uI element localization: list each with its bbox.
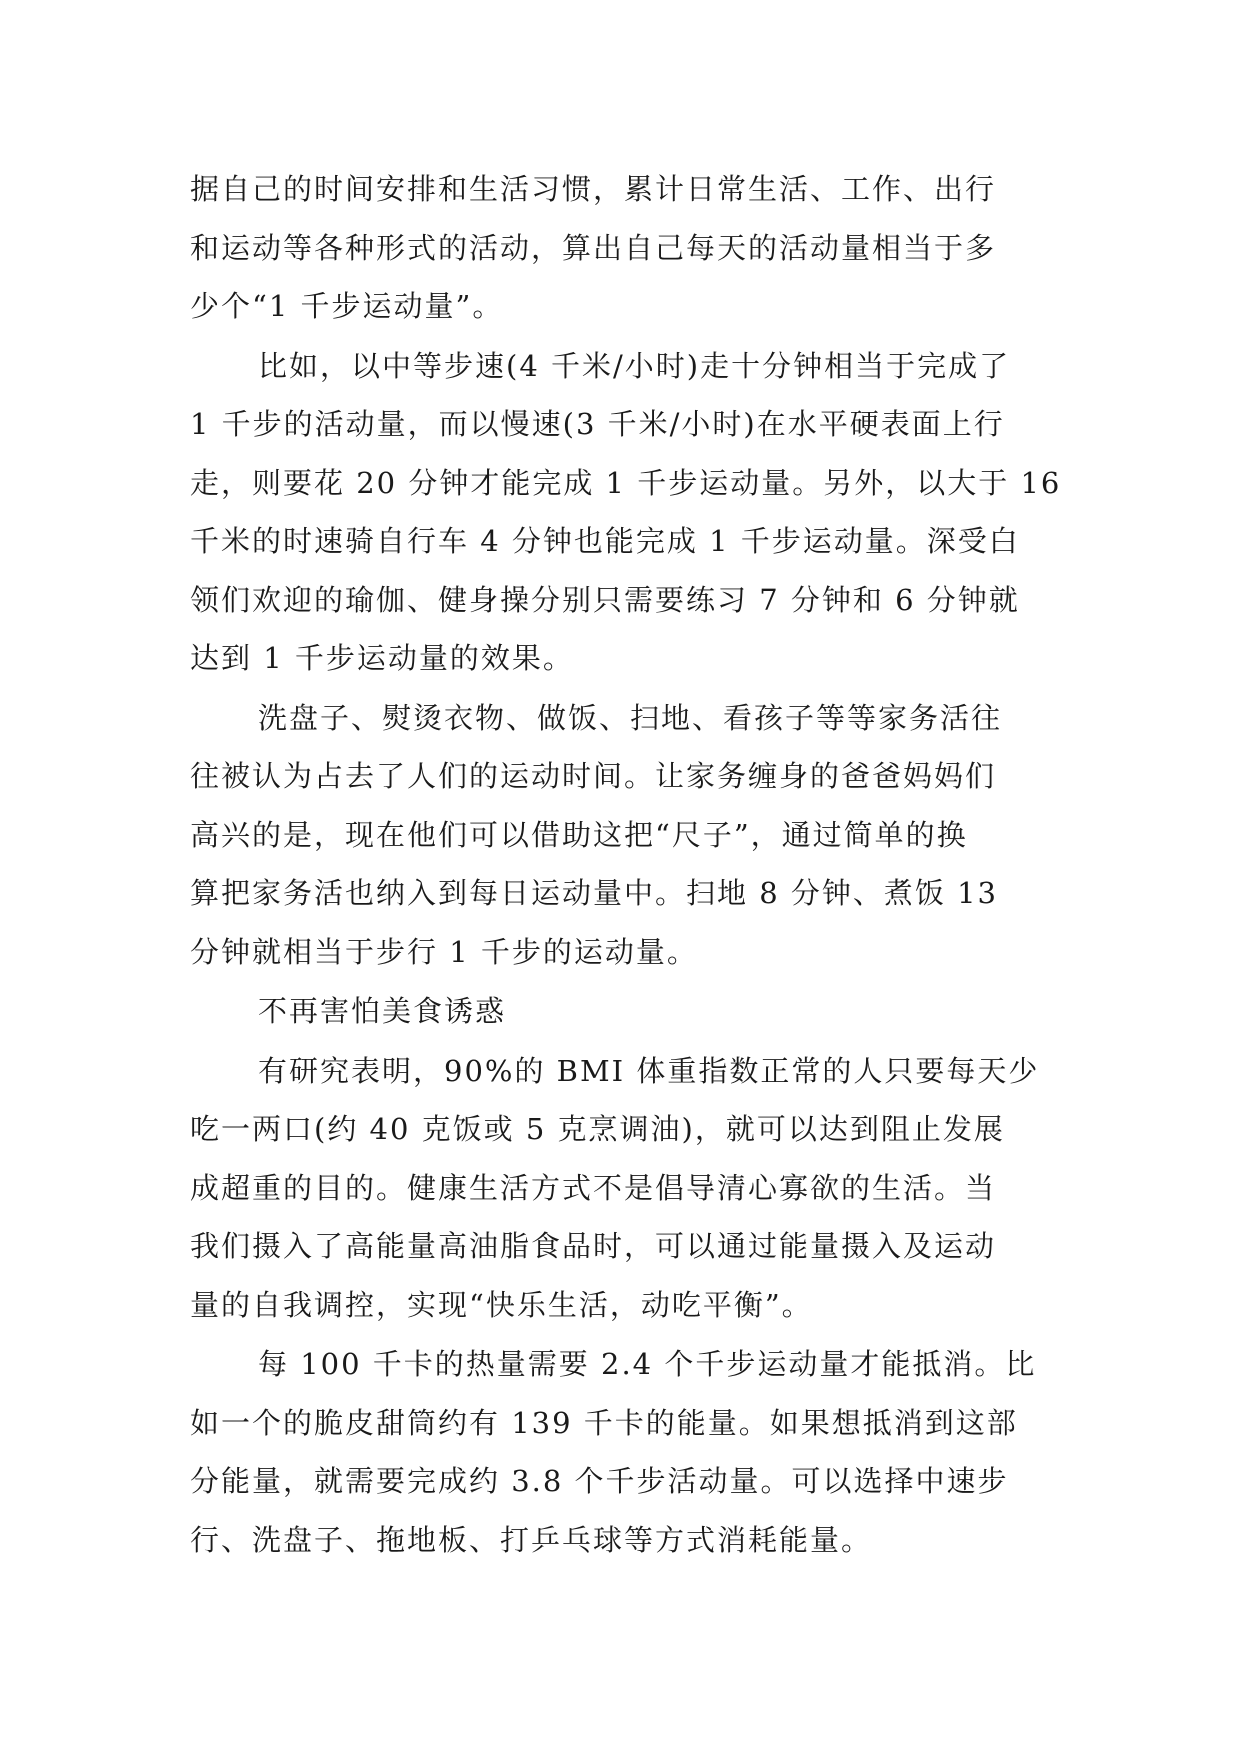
paragraph-continuation <box>190 160 1058 336</box>
text-line: 有研究表明，90%的 BMI 体重指数正常的人只要每天少 <box>258 1053 1040 1088</box>
text-line: 算把家务活也纳入到每日运动量中。扫地 8 分钟、煮饭 13 <box>190 876 999 910</box>
section-heading-text: 不再害怕美食诱惑 <box>258 994 507 1028</box>
text-line: 洗盘子、熨烫衣物、做饭、扫地、看孩子等等家务活往 <box>258 700 1003 735</box>
text-line: 量的自我调控，实现“快乐生活，动吃平衡”。 <box>190 1287 813 1322</box>
text-line: 每 100 千卡的热量需要 2.4 个千步运动量才能抵消。比 <box>258 1347 1037 1381</box>
text-line: 走，则要花 20 分钟才能完成 1 千步运动量。另外，以大于 16 <box>190 465 1062 500</box>
text-line: 领们欢迎的瑜伽、健身操分别只需要练习 7 分钟和 6 分钟就 <box>190 582 1020 617</box>
paragraph-housework <box>190 689 1058 982</box>
text-line: 往被认为占去了人们的运动时间。让家务缠身的爸爸妈妈们 <box>190 759 997 793</box>
text-line: 和运动等各种形式的活动，算出自己每天的活动量相当于多 <box>190 230 997 265</box>
text-line: 1 千步的活动量，而以慢速(3 千米/小时)在水平硬表面上行 <box>190 407 1005 441</box>
paragraph-calories <box>190 1335 1058 1569</box>
text-line: 分能量，就需要完成约 3.8 个千步活动量。可以选择中速步 <box>190 1464 1009 1498</box>
text-line: 比如，以中等步速(4 千米/小时)走十分钟相当于完成了 <box>258 348 1011 383</box>
text-line: 据自己的时间安排和生活习惯，累计日常生活、工作、出行 <box>190 172 997 206</box>
text-line: 分钟就相当于步行 1 千步的运动量。 <box>190 934 698 969</box>
text-line: 达到 1 千步运动量的效果。 <box>190 641 574 675</box>
text-line: 如一个的脆皮甜筒约有 139 千卡的能量。如果想抵消到这部 <box>190 1405 1018 1440</box>
document-body <box>190 160 1062 1569</box>
paragraph-bmi-research <box>190 1042 1058 1335</box>
text-line: 成超重的目的。健康生活方式不是倡导清心寡欲的生活。当 <box>190 1170 997 1205</box>
text-line: 吃一两口(约 40 克饭或 5 克烹调油)，就可以达到阻止发展 <box>190 1112 1005 1146</box>
text-line: 千米的时速骑自行车 4 分钟也能完成 1 千步运动量。深受白 <box>190 524 1020 558</box>
text-line: 少个“1 千步运动量”。 <box>190 289 504 323</box>
paragraph-walking-speed <box>190 337 1062 688</box>
text-line: 高兴的是，现在他们可以借助这把“尺子”，通过简单的换 <box>190 817 968 852</box>
text-line: 行、洗盘子、拖地板、打乒乓球等方式消耗能量。 <box>190 1522 873 1557</box>
section-heading <box>190 982 1058 1041</box>
text-line: 我们摄入了高能量高油脂食品时，可以通过能量摄入及运动 <box>190 1229 997 1263</box>
